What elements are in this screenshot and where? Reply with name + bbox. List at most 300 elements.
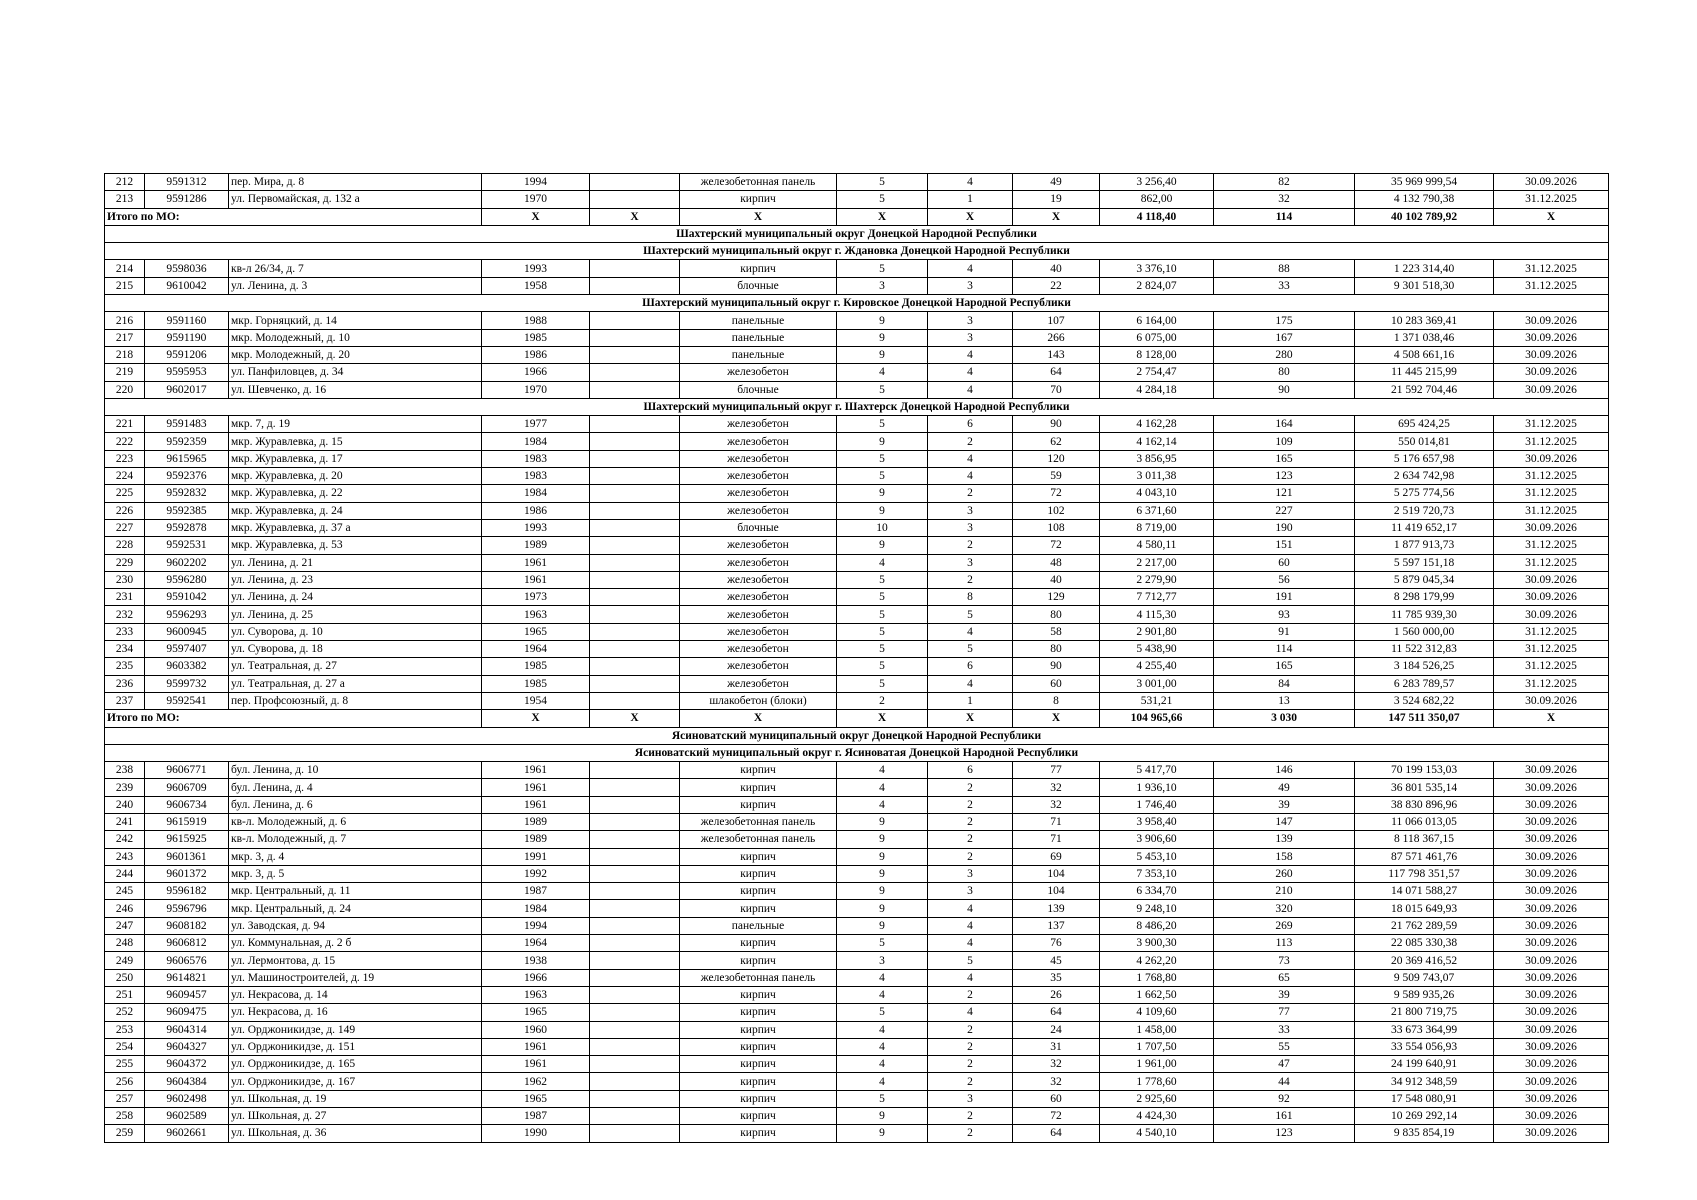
table-cell: 158 — [1214, 848, 1355, 865]
table-cell: 121 — [1214, 485, 1355, 502]
table-cell — [590, 848, 680, 865]
table-cell: 2 925,60 — [1100, 1090, 1214, 1107]
section-header-row — [105, 225, 1609, 242]
table-cell: 30.09.2026 — [1494, 450, 1609, 467]
table-cell: 9592376 — [145, 468, 229, 485]
section-header: Ясиноватский муниципальный округ г. Ясиноватая Донецкой Народной Республики — [105, 744, 1609, 761]
table-cell: 1 — [928, 692, 1013, 709]
table-cell: 30.09.2026 — [1494, 1090, 1609, 1107]
table-cell: кирпич — [680, 191, 837, 208]
table-cell: 9591312 — [145, 174, 229, 191]
table-cell: 31 — [1013, 1038, 1100, 1055]
table-row — [105, 1056, 1609, 1073]
table-cell: 9602589 — [145, 1108, 229, 1125]
table-cell — [590, 883, 680, 900]
table-cell — [590, 502, 680, 519]
table-row — [105, 174, 1609, 191]
table-cell: 69 — [1013, 848, 1100, 865]
section-header: Шахтерский муниципальный округ г. Шахтерск Донецкой Народной Республики — [105, 398, 1609, 415]
table-cell: 255 — [105, 1056, 145, 1073]
table-cell: 4 — [928, 174, 1013, 191]
total-cell: 4 118,40 — [1100, 208, 1214, 225]
table-cell: 1964 — [482, 641, 590, 658]
table-cell: 9592385 — [145, 502, 229, 519]
table-cell: 31.12.2025 — [1494, 416, 1609, 433]
table-cell: 30.09.2026 — [1494, 762, 1609, 779]
table-cell: 164 — [1214, 416, 1355, 433]
table-row — [105, 1108, 1609, 1125]
table-cell: бул. Ленина, д. 6 — [229, 796, 482, 813]
table-cell: 2 — [928, 485, 1013, 502]
table-cell: 31.12.2025 — [1494, 277, 1609, 294]
table-cell: 1993 — [482, 260, 590, 277]
table-cell: ул. Шевченко, д. 16 — [229, 381, 482, 398]
table-cell: ул. Лермонтова, д. 15 — [229, 952, 482, 969]
table-cell: 9604384 — [145, 1073, 229, 1090]
table-cell: блочные — [680, 381, 837, 398]
table-cell: 32 — [1013, 796, 1100, 813]
table-cell: 146 — [1214, 762, 1355, 779]
table-cell: блочные — [680, 519, 837, 536]
table-cell: 3 — [928, 865, 1013, 882]
table-cell: 9 — [837, 900, 928, 917]
table-cell: 4 — [928, 917, 1013, 934]
table-cell: 9597407 — [145, 641, 229, 658]
table-row — [105, 381, 1609, 398]
table-cell: 9609475 — [145, 1004, 229, 1021]
table-cell: 30.09.2026 — [1494, 519, 1609, 536]
section-header-row — [105, 727, 1609, 744]
table-cell: 1994 — [482, 174, 590, 191]
table-cell: 9604372 — [145, 1056, 229, 1073]
table-cell — [590, 1056, 680, 1073]
table-cell: 5 — [837, 658, 928, 675]
table-cell: 9 — [837, 433, 928, 450]
table-cell: 5 879 045,34 — [1355, 571, 1494, 588]
table-cell — [590, 917, 680, 934]
table-cell: 30.09.2026 — [1494, 174, 1609, 191]
table-cell: 191 — [1214, 589, 1355, 606]
table-cell: кирпич — [680, 796, 837, 813]
table-cell: 104 — [1013, 865, 1100, 882]
table-cell — [590, 519, 680, 536]
table-cell: ул. Первомайская, д. 132 а — [229, 191, 482, 208]
table-cell: 30.09.2026 — [1494, 1021, 1609, 1038]
table-cell: 4 255,40 — [1100, 658, 1214, 675]
table-row — [105, 658, 1609, 675]
table-cell: 1992 — [482, 865, 590, 882]
table-cell: 90 — [1013, 416, 1100, 433]
table-cell: 9609457 — [145, 986, 229, 1003]
table-cell: ул. Некрасова, д. 14 — [229, 986, 482, 1003]
total-cell: 40 102 789,92 — [1355, 208, 1494, 225]
table-cell: 242 — [105, 831, 145, 848]
table-cell: 9602017 — [145, 381, 229, 398]
table-cell — [590, 346, 680, 363]
table-row — [105, 969, 1609, 986]
table-cell: 14 071 588,27 — [1355, 883, 1494, 900]
table-cell: 222 — [105, 433, 145, 450]
table-cell: 7 712,77 — [1100, 589, 1214, 606]
table-cell: 235 — [105, 658, 145, 675]
table-cell: 109 — [1214, 433, 1355, 450]
table-row — [105, 986, 1609, 1003]
total-label: Итого по МО: — [105, 710, 482, 727]
table-cell: ул. Суворова, д. 10 — [229, 623, 482, 640]
table-cell: 70 — [1013, 381, 1100, 398]
table-cell: 4 162,14 — [1100, 433, 1214, 450]
table-cell: 6 283 789,57 — [1355, 675, 1494, 692]
table-cell: 59 — [1013, 468, 1100, 485]
table-cell: 9592541 — [145, 692, 229, 709]
table-cell: 30.09.2026 — [1494, 346, 1609, 363]
table-cell: бул. Ленина, д. 10 — [229, 762, 482, 779]
table-cell: 40 — [1013, 260, 1100, 277]
table-cell: 9 835 854,19 — [1355, 1125, 1494, 1142]
table-cell: 6 — [928, 416, 1013, 433]
table-cell: 31.12.2025 — [1494, 468, 1609, 485]
table-cell — [590, 485, 680, 502]
total-cell: X — [1013, 208, 1100, 225]
table-cell: 30.09.2026 — [1494, 1038, 1609, 1055]
table-cell: железобетон — [680, 364, 837, 381]
table-cell: мкр. Журавлевка, д. 53 — [229, 537, 482, 554]
table-cell: 9600945 — [145, 623, 229, 640]
table-cell — [590, 865, 680, 882]
table-cell: 30.09.2026 — [1494, 364, 1609, 381]
table-cell: мкр. Центральный, д. 11 — [229, 883, 482, 900]
table-cell — [590, 658, 680, 675]
table-cell: панельные — [680, 329, 837, 346]
table-cell — [590, 450, 680, 467]
table-cell: 6 164,00 — [1100, 312, 1214, 329]
table-cell: 259 — [105, 1125, 145, 1142]
table-cell: мкр. Журавлевка, д. 37 а — [229, 519, 482, 536]
table-cell: 9608182 — [145, 917, 229, 934]
table-cell: 30.09.2026 — [1494, 589, 1609, 606]
table-cell: 4 — [928, 675, 1013, 692]
table-cell: 87 571 461,76 — [1355, 848, 1494, 865]
table-cell: 5 — [837, 571, 928, 588]
table-cell: 6 334,70 — [1100, 883, 1214, 900]
table-cell: 39 — [1214, 986, 1355, 1003]
table-row — [105, 865, 1609, 882]
table-cell: 1970 — [482, 381, 590, 398]
table-cell: 9610042 — [145, 277, 229, 294]
table-cell: 9 — [837, 883, 928, 900]
table-cell — [590, 1004, 680, 1021]
table-cell: 9591206 — [145, 346, 229, 363]
table-cell: 2 — [928, 831, 1013, 848]
table-cell: 30.09.2026 — [1494, 606, 1609, 623]
table-cell: 9615925 — [145, 831, 229, 848]
table-cell: 9591042 — [145, 589, 229, 606]
table-cell: кирпич — [680, 900, 837, 917]
table-cell: 1993 — [482, 519, 590, 536]
table-row — [105, 364, 1609, 381]
table-cell: 2 — [928, 848, 1013, 865]
table-row — [105, 1021, 1609, 1038]
table-cell: 5 — [837, 260, 928, 277]
table-cell: 1938 — [482, 952, 590, 969]
table-cell: 35 — [1013, 969, 1100, 986]
table-cell: 251 — [105, 986, 145, 1003]
table-cell: 9591483 — [145, 416, 229, 433]
table-cell: 9602498 — [145, 1090, 229, 1107]
table-cell: кирпич — [680, 952, 837, 969]
table-cell: 4 115,30 — [1100, 606, 1214, 623]
table-cell: 1965 — [482, 1004, 590, 1021]
table-cell: 4 — [928, 935, 1013, 952]
table-cell: 2 — [928, 1021, 1013, 1038]
table-cell: 213 — [105, 191, 145, 208]
table-cell: 214 — [105, 260, 145, 277]
table-cell: 217 — [105, 329, 145, 346]
table-cell: 1985 — [482, 675, 590, 692]
table-row — [105, 952, 1609, 969]
table-cell: 9 — [837, 329, 928, 346]
table-cell: 22 085 330,38 — [1355, 935, 1494, 952]
table-cell: мкр. Журавлевка, д. 15 — [229, 433, 482, 450]
table-cell: 9 — [837, 865, 928, 882]
table-cell: кирпич — [680, 865, 837, 882]
table-cell: 5 — [837, 606, 928, 623]
section-header-row — [105, 744, 1609, 761]
table-cell: 71 — [1013, 831, 1100, 848]
table-cell: 1966 — [482, 969, 590, 986]
table-cell: железобетон — [680, 468, 837, 485]
table-cell: кирпич — [680, 1125, 837, 1142]
table-cell: 236 — [105, 675, 145, 692]
table-cell: 143 — [1013, 346, 1100, 363]
table-cell: 4 262,20 — [1100, 952, 1214, 969]
table-cell: 5 — [837, 935, 928, 952]
table-cell: 1985 — [482, 658, 590, 675]
table-cell: 1989 — [482, 831, 590, 848]
table-row — [105, 537, 1609, 554]
table-cell: 3 — [928, 1090, 1013, 1107]
table-cell: железобетон — [680, 675, 837, 692]
section-header: Шахтерский муниципальный округ Донецкой Народной Республики — [105, 225, 1609, 242]
table-cell: 219 — [105, 364, 145, 381]
table-cell: 233 — [105, 623, 145, 640]
table-cell: ул. Некрасова, д. 16 — [229, 1004, 482, 1021]
table-cell: железобетонная панель — [680, 174, 837, 191]
table-row — [105, 502, 1609, 519]
table-cell: 223 — [105, 450, 145, 467]
table-cell: железобетонная панель — [680, 969, 837, 986]
table-cell: 1954 — [482, 692, 590, 709]
table-cell: 6 371,60 — [1100, 502, 1214, 519]
table-cell: 151 — [1214, 537, 1355, 554]
table-cell: 31.12.2025 — [1494, 537, 1609, 554]
table-cell: 9614821 — [145, 969, 229, 986]
table-cell: 245 — [105, 883, 145, 900]
table-cell: 4 — [837, 554, 928, 571]
section-header-row — [105, 295, 1609, 312]
table-cell: 11 419 652,17 — [1355, 519, 1494, 536]
table-row — [105, 606, 1609, 623]
table-cell — [590, 986, 680, 1003]
table-cell: 9 — [837, 312, 928, 329]
table-cell: 1989 — [482, 537, 590, 554]
table-row — [105, 623, 1609, 640]
table-cell: 35 969 999,54 — [1355, 174, 1494, 191]
total-row — [105, 710, 1609, 727]
table-cell — [590, 935, 680, 952]
table-cell: 9602661 — [145, 1125, 229, 1142]
table-cell: ул. Коммунальная, д. 2 б — [229, 935, 482, 952]
table-cell: 225 — [105, 485, 145, 502]
table-cell: ул. Школьная, д. 19 — [229, 1090, 482, 1107]
table-cell: 18 015 649,93 — [1355, 900, 1494, 917]
table-cell: кирпич — [680, 1090, 837, 1107]
total-cell: X — [482, 710, 590, 727]
table-row — [105, 329, 1609, 346]
table-cell: 104 — [1013, 883, 1100, 900]
table-cell: 280 — [1214, 346, 1355, 363]
table-cell — [590, 675, 680, 692]
table-cell: 65 — [1214, 969, 1355, 986]
table-cell: 92 — [1214, 1090, 1355, 1107]
table-cell: 19 — [1013, 191, 1100, 208]
table-cell — [590, 813, 680, 830]
table-cell: 3 — [837, 277, 928, 294]
table-cell: 9606734 — [145, 796, 229, 813]
table-cell: 30.09.2026 — [1494, 1125, 1609, 1142]
total-cell: X — [482, 208, 590, 225]
table-cell: 5 — [837, 468, 928, 485]
table-cell: 30.09.2026 — [1494, 813, 1609, 830]
table-cell: 6 — [928, 762, 1013, 779]
table-cell: 9596280 — [145, 571, 229, 588]
table-cell: 1984 — [482, 433, 590, 450]
total-cell: 104 965,66 — [1100, 710, 1214, 727]
table-cell: 30.09.2026 — [1494, 312, 1609, 329]
section-header: Шахтерский муниципальный округ г. Кировское Донецкой Народной Республики — [105, 295, 1609, 312]
table-cell: 9 — [837, 485, 928, 502]
table-cell: железобетон — [680, 433, 837, 450]
table-cell: 4 — [928, 364, 1013, 381]
table-cell — [590, 1073, 680, 1090]
table-cell: 49 — [1013, 174, 1100, 191]
table-cell: 9598036 — [145, 260, 229, 277]
table-cell: 4 — [928, 623, 1013, 640]
table-row — [105, 468, 1609, 485]
table-cell — [590, 762, 680, 779]
table-cell: 1986 — [482, 502, 590, 519]
table-cell: 8 118 367,15 — [1355, 831, 1494, 848]
table-cell: 9602202 — [145, 554, 229, 571]
table-cell: 4 — [928, 969, 1013, 986]
table-cell: 2 — [928, 537, 1013, 554]
total-label: Итого по МО: — [105, 208, 482, 225]
table-cell: 9596796 — [145, 900, 229, 917]
table-cell: 30.09.2026 — [1494, 1004, 1609, 1021]
table-cell: 13 — [1214, 692, 1355, 709]
table-row — [105, 519, 1609, 536]
table-cell: 165 — [1214, 450, 1355, 467]
table-cell: 253 — [105, 1021, 145, 1038]
table-cell — [590, 641, 680, 658]
table-cell: 244 — [105, 865, 145, 882]
table-cell: 33 — [1214, 277, 1355, 294]
table-row — [105, 883, 1609, 900]
table-cell: кирпич — [680, 1004, 837, 1021]
table-cell: 30.09.2026 — [1494, 796, 1609, 813]
table-cell: 215 — [105, 277, 145, 294]
table-cell: 9 — [837, 848, 928, 865]
table-cell: 9603382 — [145, 658, 229, 675]
table-cell: 1 458,00 — [1100, 1021, 1214, 1038]
table-cell: 93 — [1214, 606, 1355, 623]
table-cell: 9606576 — [145, 952, 229, 969]
table-cell: 4 — [928, 1004, 1013, 1021]
table-cell: 3 — [928, 554, 1013, 571]
table-cell: 80 — [1214, 364, 1355, 381]
table-cell: 33 554 056,93 — [1355, 1038, 1494, 1055]
table-cell: 8 486,20 — [1100, 917, 1214, 934]
table-cell: 239 — [105, 779, 145, 796]
table-cell: кирпич — [680, 883, 837, 900]
table-cell: 84 — [1214, 675, 1355, 692]
table-cell — [590, 554, 680, 571]
table-cell: 73 — [1214, 952, 1355, 969]
table-cell: кирпич — [680, 762, 837, 779]
table-cell: 320 — [1214, 900, 1355, 917]
table-cell: блочные — [680, 277, 837, 294]
table-cell: 6 — [928, 658, 1013, 675]
table-cell: пер. Профсоюзный, д. 8 — [229, 692, 482, 709]
table-cell: 5 — [837, 623, 928, 640]
table-cell: 9615919 — [145, 813, 229, 830]
table-cell: 9 589 935,26 — [1355, 986, 1494, 1003]
table-cell: 5 — [928, 641, 1013, 658]
table-cell: панельные — [680, 346, 837, 363]
table-cell: 232 — [105, 606, 145, 623]
table-cell — [590, 796, 680, 813]
table-cell: 9592878 — [145, 519, 229, 536]
table-cell: кирпич — [680, 779, 837, 796]
table-cell: 1 560 000,00 — [1355, 623, 1494, 640]
table-cell: 11 066 013,05 — [1355, 813, 1494, 830]
table-cell: 31.12.2025 — [1494, 658, 1609, 675]
table-row — [105, 796, 1609, 813]
table-cell: 1994 — [482, 917, 590, 934]
table-cell: 190 — [1214, 519, 1355, 536]
table-cell: 229 — [105, 554, 145, 571]
table-cell: 2 — [928, 1125, 1013, 1142]
table-cell: 120 — [1013, 450, 1100, 467]
table-cell: 234 — [105, 641, 145, 658]
table-cell: 5 — [837, 416, 928, 433]
table-cell: 2 217,00 — [1100, 554, 1214, 571]
table-cell: 4 — [928, 260, 1013, 277]
table-cell: 1970 — [482, 191, 590, 208]
table-body — [105, 174, 1609, 1143]
table-cell: 212 — [105, 174, 145, 191]
table-cell: 31.12.2025 — [1494, 502, 1609, 519]
total-cell: X — [680, 208, 837, 225]
table-cell: 1 — [928, 191, 1013, 208]
table-cell: 32 — [1013, 1056, 1100, 1073]
table-cell — [590, 364, 680, 381]
table-cell: 30.09.2026 — [1494, 935, 1609, 952]
table-cell: 31.12.2025 — [1494, 485, 1609, 502]
table-row — [105, 762, 1609, 779]
table-cell: 9604314 — [145, 1021, 229, 1038]
table-cell: 30.09.2026 — [1494, 900, 1609, 917]
